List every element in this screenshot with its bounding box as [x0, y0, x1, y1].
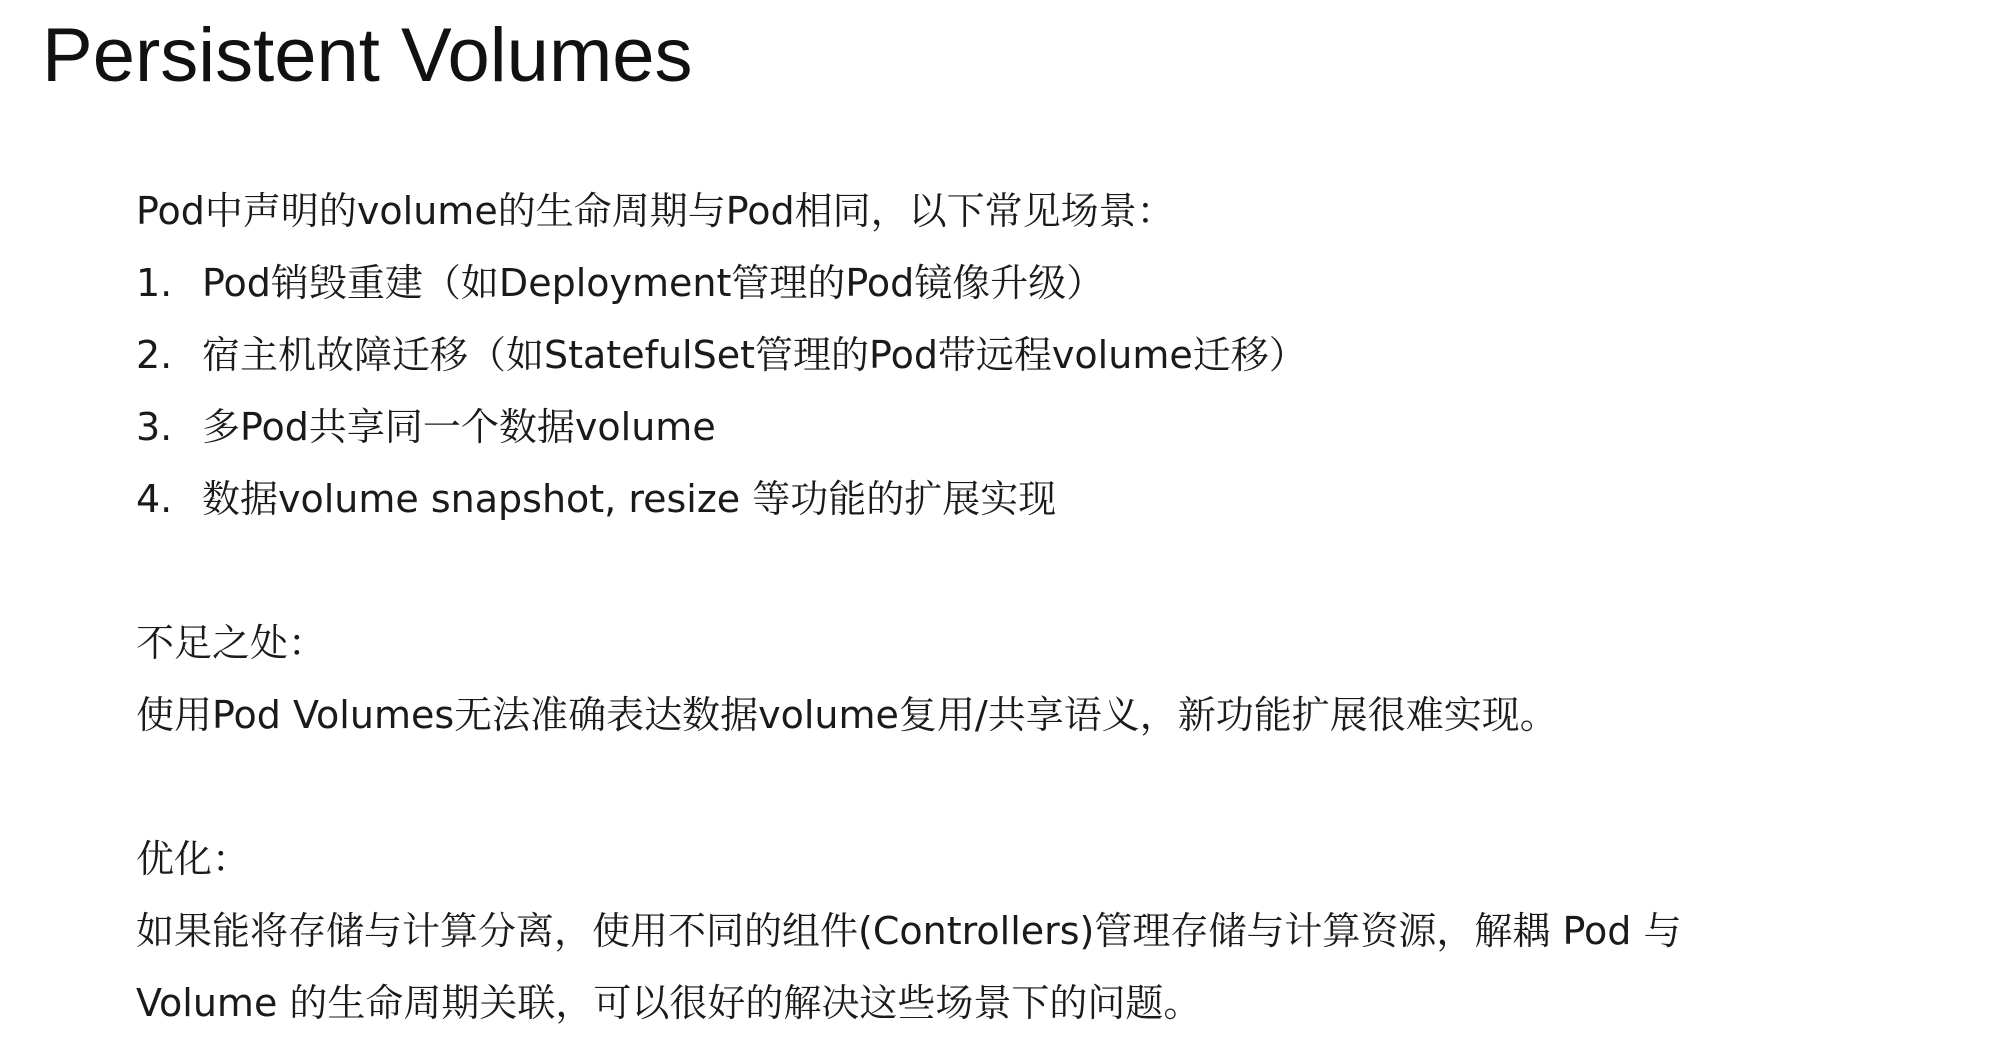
scenario-list — [136, 247, 1956, 535]
slide-title: Persistent Volumes — [42, 13, 693, 98]
section-spacer — [136, 751, 1956, 823]
section-spacer — [136, 535, 1956, 607]
scenario-item — [136, 319, 1956, 391]
slide-content — [136, 175, 1956, 1039]
scenario-text: Pod销毁重建（如Deployment管理的Pod镜像升级） — [202, 261, 1105, 305]
intro-text: Pod中声明的volume的生命周期与Pod相同，以下常见场景： — [136, 189, 1175, 233]
optimization-text-line: Volume 的生命周期关联，可以很好的解决这些场景下的问题。 — [136, 981, 1202, 1025]
scenario-number: 4. — [136, 477, 173, 521]
scenario-number: 2. — [136, 333, 173, 377]
scenario-text: 数据volume snapshot, resize 等功能的扩展实现 — [202, 477, 1057, 521]
scenario-text: 宿主机故障迁移（如StatefulSet管理的Pod带远程volume迁移） — [202, 333, 1307, 377]
scenario-text: 多Pod共享同一个数据volume — [202, 405, 716, 449]
optimization-text-line: 如果能将存储与计算分离，使用不同的组件(Controllers)管理存储与计算资源，解耦 Pod 与 — [136, 909, 1682, 953]
scenario-number: 1. — [136, 261, 173, 305]
scenario-item — [136, 391, 1956, 463]
optimization-heading: 优化： — [136, 837, 251, 881]
scenario-item — [136, 463, 1956, 535]
shortcoming-text: 使用Pod Volumes无法准确表达数据volume复用/共享语义，新功能扩展很难实现。 — [136, 693, 1558, 737]
shortcoming-heading: 不足之处： — [136, 621, 327, 665]
scenario-item — [136, 247, 1956, 319]
scenario-number: 3. — [136, 405, 173, 449]
